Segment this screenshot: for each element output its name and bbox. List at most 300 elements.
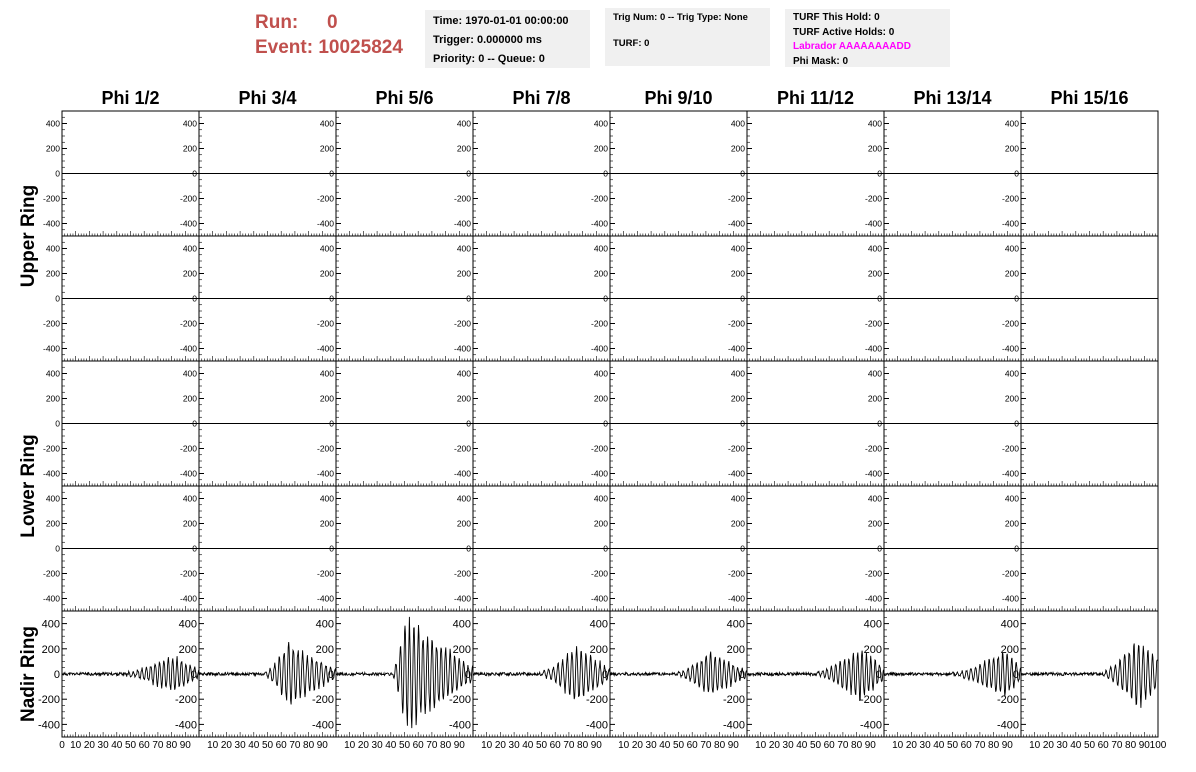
nadir-waveform bbox=[610, 652, 747, 693]
x-tick-label: 60 bbox=[1097, 740, 1109, 751]
y-tick-label: -400 bbox=[590, 593, 608, 604]
trigger-line: Trigger: 0.000000 ms bbox=[433, 34, 542, 46]
x-tick-label: 100 bbox=[1149, 740, 1167, 751]
y-tick-label: 400 bbox=[456, 243, 471, 254]
ring-label: Nadir Ring bbox=[18, 625, 39, 723]
y-tick-label: -200 bbox=[42, 318, 60, 329]
y-tick-label: 200 bbox=[1004, 518, 1019, 529]
y-tick-label: -200 bbox=[316, 443, 334, 454]
x-tick-label: 90 bbox=[179, 740, 191, 751]
y-tick-label: 0 bbox=[464, 669, 471, 681]
y-tick-label: -200 bbox=[590, 318, 608, 329]
y-tick-label: 0 bbox=[466, 168, 471, 179]
y-tick-label: -400 bbox=[42, 468, 60, 479]
x-tick-label: 40 bbox=[1070, 740, 1082, 751]
y-tick-label: 200 bbox=[178, 643, 197, 656]
y-tick-label: 400 bbox=[319, 493, 334, 504]
y-tick-label: 200 bbox=[182, 268, 197, 279]
y-tick-label: -200 bbox=[1001, 443, 1019, 454]
y-tick-label: -400 bbox=[996, 719, 1019, 732]
y-tick-label: 400 bbox=[319, 368, 334, 379]
y-tick-label: 400 bbox=[182, 243, 197, 254]
y-tick-label: 200 bbox=[319, 518, 334, 529]
y-tick-label: 0 bbox=[1012, 669, 1019, 681]
y-tick-label: 400 bbox=[730, 243, 745, 254]
x-tick-label: 10 bbox=[892, 740, 904, 751]
x-tick-label: 50 bbox=[261, 740, 274, 751]
ring-label: Upper Ring bbox=[18, 184, 39, 288]
turf-line: TURF: 0 bbox=[613, 38, 650, 49]
y-tick-label: 200 bbox=[1000, 643, 1019, 656]
y-tick-label: 0 bbox=[1014, 418, 1019, 429]
y-tick-label: 0 bbox=[55, 418, 60, 429]
x-tick-label: 50 bbox=[946, 740, 959, 751]
y-tick-label: -400 bbox=[316, 218, 334, 229]
x-tick-label: 60 bbox=[960, 740, 972, 751]
y-tick-label: 200 bbox=[319, 393, 334, 404]
column-header: Phi 5/6 bbox=[375, 88, 434, 108]
y-tick-label: -200 bbox=[864, 443, 882, 454]
y-tick-label: 200 bbox=[730, 518, 745, 529]
x-tick-label: 20 bbox=[220, 740, 232, 751]
x-tick-label: 40 bbox=[796, 740, 808, 751]
x-tick-label: 10 bbox=[755, 740, 767, 751]
y-tick-label: 0 bbox=[877, 168, 882, 179]
y-tick-label: 200 bbox=[730, 268, 745, 279]
nadir-waveform bbox=[1021, 644, 1158, 708]
y-tick-label: 0 bbox=[738, 669, 745, 681]
priority-line: Priority: 0 -- Queue: 0 bbox=[433, 53, 545, 65]
x-tick-label: 60 bbox=[549, 740, 561, 751]
y-tick-label: -200 bbox=[42, 443, 60, 454]
y-tick-label: 200 bbox=[456, 393, 471, 404]
y-tick-label: -400 bbox=[590, 468, 608, 479]
y-tick-label: -400 bbox=[590, 218, 608, 229]
y-tick-label: -200 bbox=[859, 694, 882, 707]
y-tick-label: 200 bbox=[1004, 268, 1019, 279]
y-tick-label: 200 bbox=[1004, 393, 1019, 404]
y-tick-label: -200 bbox=[42, 193, 60, 204]
x-tick-label: 70 bbox=[974, 740, 986, 751]
y-tick-label: 200 bbox=[182, 393, 197, 404]
y-tick-label: 0 bbox=[740, 293, 745, 304]
y-tick-label: 400 bbox=[867, 118, 882, 129]
y-tick-label: -400 bbox=[311, 719, 334, 732]
y-tick-label: -200 bbox=[590, 568, 608, 579]
y-tick-label: 200 bbox=[1004, 143, 1019, 154]
y-tick-label: -400 bbox=[727, 343, 745, 354]
y-tick-label: 200 bbox=[41, 643, 60, 656]
y-tick-label: -400 bbox=[727, 593, 745, 604]
y-tick-label: -200 bbox=[996, 694, 1019, 707]
x-tick-label: 80 bbox=[714, 740, 726, 751]
x-tick-label: 50 bbox=[535, 740, 548, 751]
y-tick-label: -200 bbox=[316, 568, 334, 579]
y-tick-label: 400 bbox=[593, 493, 608, 504]
y-tick-label: 200 bbox=[452, 643, 471, 656]
x-tick-label: 40 bbox=[933, 740, 945, 751]
x-tick-label: 90 bbox=[1138, 740, 1150, 751]
x-tick-label: 50 bbox=[124, 740, 137, 751]
y-tick-label: -200 bbox=[311, 694, 334, 707]
y-tick-label: 0 bbox=[190, 669, 197, 681]
y-tick-label: -400 bbox=[864, 593, 882, 604]
y-tick-label: -200 bbox=[585, 694, 608, 707]
y-tick-label: -400 bbox=[864, 343, 882, 354]
x-tick-label: 70 bbox=[1111, 740, 1123, 751]
y-tick-label: -400 bbox=[1001, 593, 1019, 604]
y-tick-label: -200 bbox=[864, 318, 882, 329]
y-tick-label: -200 bbox=[590, 443, 608, 454]
y-tick-label: 200 bbox=[45, 518, 60, 529]
x-tick-label: 90 bbox=[727, 740, 739, 751]
y-tick-label: 0 bbox=[329, 293, 334, 304]
y-tick-label: 200 bbox=[45, 268, 60, 279]
x-tick-label: 40 bbox=[385, 740, 397, 751]
y-tick-label: 0 bbox=[877, 418, 882, 429]
x-tick-label: 60 bbox=[412, 740, 424, 751]
x-tick-label: 40 bbox=[522, 740, 534, 751]
y-tick-label: -200 bbox=[727, 568, 745, 579]
y-tick-label: 200 bbox=[319, 143, 334, 154]
x-tick-label: 80 bbox=[303, 740, 315, 751]
y-tick-label: 400 bbox=[593, 368, 608, 379]
y-tick-label: 200 bbox=[593, 393, 608, 404]
y-tick-label: -200 bbox=[179, 318, 197, 329]
x-tick-label: 10 bbox=[481, 740, 493, 751]
y-tick-label: -200 bbox=[727, 443, 745, 454]
x-tick-label: 40 bbox=[248, 740, 260, 751]
x-tick-label: 30 bbox=[1056, 740, 1068, 751]
y-tick-label: 400 bbox=[41, 618, 60, 631]
x-tick-label: 70 bbox=[152, 740, 164, 751]
y-tick-label: 0 bbox=[329, 168, 334, 179]
y-tick-label: -400 bbox=[453, 468, 471, 479]
event-value: 10025824 bbox=[318, 37, 403, 58]
y-tick-label: 200 bbox=[867, 518, 882, 529]
y-tick-label: 400 bbox=[45, 118, 60, 129]
y-tick-label: 200 bbox=[730, 143, 745, 154]
y-tick-label: 0 bbox=[53, 669, 60, 681]
x-tick-label: 80 bbox=[440, 740, 452, 751]
y-tick-label: 400 bbox=[867, 493, 882, 504]
x-tick-label: 80 bbox=[988, 740, 1000, 751]
y-tick-label: 200 bbox=[45, 393, 60, 404]
y-tick-label: 0 bbox=[875, 669, 882, 681]
run-value: 0 bbox=[327, 12, 338, 33]
x-tick-label: 80 bbox=[577, 740, 589, 751]
y-tick-label: 400 bbox=[726, 618, 745, 631]
y-tick-label: 400 bbox=[319, 243, 334, 254]
event-label: Event: bbox=[255, 37, 314, 58]
y-tick-label: 0 bbox=[603, 418, 608, 429]
trig-line: Trig Num: 0 -- Trig Type: None bbox=[613, 12, 748, 23]
y-tick-label: -200 bbox=[179, 193, 197, 204]
y-tick-label: 400 bbox=[1004, 493, 1019, 504]
y-tick-label: 400 bbox=[182, 493, 197, 504]
y-tick-label: -400 bbox=[179, 593, 197, 604]
y-tick-label: 0 bbox=[466, 543, 471, 554]
x-tick-label: 30 bbox=[919, 740, 931, 751]
y-tick-label: 0 bbox=[740, 543, 745, 554]
x-tick-label: 20 bbox=[905, 740, 917, 751]
y-tick-label: 400 bbox=[730, 493, 745, 504]
y-tick-label: 200 bbox=[867, 143, 882, 154]
y-tick-label: 200 bbox=[456, 143, 471, 154]
y-tick-label: -400 bbox=[727, 468, 745, 479]
y-tick-label: 200 bbox=[319, 268, 334, 279]
y-tick-label: -400 bbox=[316, 343, 334, 354]
x-tick-label: 50 bbox=[1083, 740, 1096, 751]
y-tick-label: -200 bbox=[727, 193, 745, 204]
y-tick-label: -400 bbox=[42, 593, 60, 604]
y-tick-label: -200 bbox=[864, 193, 882, 204]
x-tick-label: 60 bbox=[823, 740, 835, 751]
nadir-waveform bbox=[62, 656, 199, 690]
y-tick-label: 200 bbox=[456, 268, 471, 279]
x-tick-label: 20 bbox=[1042, 740, 1054, 751]
y-tick-label: -400 bbox=[453, 343, 471, 354]
y-tick-label: 200 bbox=[726, 643, 745, 656]
y-tick-label: -200 bbox=[1001, 568, 1019, 579]
y-tick-label: -400 bbox=[42, 343, 60, 354]
x-tick-label: 30 bbox=[371, 740, 383, 751]
y-tick-label: 400 bbox=[867, 368, 882, 379]
column-header: Phi 7/8 bbox=[512, 88, 571, 108]
y-tick-label: 200 bbox=[45, 143, 60, 154]
y-tick-label: 400 bbox=[867, 243, 882, 254]
y-tick-label: -400 bbox=[864, 468, 882, 479]
ring-label: Lower Ring bbox=[18, 434, 39, 538]
y-tick-label: -400 bbox=[37, 719, 60, 732]
x-tick-label: 70 bbox=[426, 740, 438, 751]
y-tick-label: -200 bbox=[316, 318, 334, 329]
x-tick-label: 60 bbox=[686, 740, 698, 751]
y-tick-label: -200 bbox=[864, 568, 882, 579]
nadir-waveform bbox=[884, 653, 1021, 697]
x-tick-label: 90 bbox=[590, 740, 602, 751]
x-tick-label: 30 bbox=[645, 740, 657, 751]
x-tick-label: 70 bbox=[837, 740, 849, 751]
y-tick-label: 0 bbox=[601, 669, 608, 681]
y-tick-label: 400 bbox=[1004, 243, 1019, 254]
x-tick-label: 70 bbox=[563, 740, 575, 751]
x-tick-label: 90 bbox=[453, 740, 465, 751]
y-tick-label: -200 bbox=[316, 193, 334, 204]
y-tick-label: 200 bbox=[593, 268, 608, 279]
x-tick-label: 20 bbox=[83, 740, 95, 751]
y-tick-label: 0 bbox=[55, 293, 60, 304]
y-tick-label: -200 bbox=[453, 318, 471, 329]
y-tick-label: 400 bbox=[456, 493, 471, 504]
y-tick-label: -200 bbox=[179, 443, 197, 454]
y-tick-label: -200 bbox=[179, 568, 197, 579]
nadir-waveform bbox=[336, 617, 473, 728]
y-tick-label: 0 bbox=[192, 418, 197, 429]
y-tick-label: -400 bbox=[179, 468, 197, 479]
y-tick-label: 0 bbox=[55, 168, 60, 179]
x-tick-label: 10 bbox=[70, 740, 82, 751]
x-tick-label: 90 bbox=[1001, 740, 1013, 751]
y-tick-label: 400 bbox=[730, 118, 745, 129]
y-tick-label: 400 bbox=[593, 118, 608, 129]
x-tick-label: 50 bbox=[672, 740, 685, 751]
x-tick-label: 10 bbox=[344, 740, 356, 751]
x-tick-label: 30 bbox=[508, 740, 520, 751]
y-tick-label: 200 bbox=[315, 643, 334, 656]
y-tick-label: 400 bbox=[182, 368, 197, 379]
y-tick-label: -400 bbox=[1001, 343, 1019, 354]
y-tick-label: -400 bbox=[859, 719, 882, 732]
x-tick-label: 20 bbox=[357, 740, 369, 751]
y-tick-label: 400 bbox=[182, 118, 197, 129]
x-tick-label: 30 bbox=[97, 740, 109, 751]
x-tick-label: 10 bbox=[1029, 740, 1041, 751]
y-tick-label: 0 bbox=[466, 293, 471, 304]
y-tick-label: 0 bbox=[603, 168, 608, 179]
y-tick-label: -400 bbox=[316, 593, 334, 604]
y-tick-label: -200 bbox=[174, 694, 197, 707]
y-tick-label: 400 bbox=[1004, 368, 1019, 379]
x-tick-label: 80 bbox=[166, 740, 178, 751]
y-tick-label: -400 bbox=[1001, 468, 1019, 479]
y-tick-label: -400 bbox=[174, 719, 197, 732]
y-tick-label: -400 bbox=[453, 593, 471, 604]
y-tick-label: 0 bbox=[466, 418, 471, 429]
y-tick-label: -400 bbox=[448, 719, 471, 732]
y-tick-label: 0 bbox=[877, 293, 882, 304]
y-tick-label: 0 bbox=[1014, 543, 1019, 554]
y-tick-label: 0 bbox=[192, 293, 197, 304]
x-tick-label: 40 bbox=[111, 740, 123, 751]
column-header: Phi 15/16 bbox=[1050, 88, 1129, 108]
y-tick-label: -400 bbox=[179, 343, 197, 354]
y-tick-label: -400 bbox=[453, 218, 471, 229]
y-tick-label: 400 bbox=[178, 618, 197, 631]
x-tick-label: 80 bbox=[851, 740, 863, 751]
y-tick-label: 0 bbox=[1014, 293, 1019, 304]
y-tick-label: -200 bbox=[37, 694, 60, 707]
column-header: Phi 3/4 bbox=[238, 88, 297, 108]
y-tick-label: 0 bbox=[603, 543, 608, 554]
y-tick-label: 400 bbox=[589, 618, 608, 631]
y-tick-label: -200 bbox=[453, 568, 471, 579]
y-tick-label: -400 bbox=[585, 719, 608, 732]
y-tick-label: 400 bbox=[45, 368, 60, 379]
y-tick-label: 200 bbox=[182, 143, 197, 154]
y-tick-label: -400 bbox=[864, 218, 882, 229]
x-tick-label: 90 bbox=[864, 740, 876, 751]
x-tick-label: 30 bbox=[782, 740, 794, 751]
y-tick-label: -400 bbox=[722, 719, 745, 732]
y-tick-label: 200 bbox=[593, 143, 608, 154]
x-tick-label: 60 bbox=[275, 740, 287, 751]
phi-mask-line: Phi Mask: 0 bbox=[793, 55, 849, 67]
y-tick-label: 200 bbox=[593, 518, 608, 529]
x-tick-label: 20 bbox=[768, 740, 780, 751]
y-tick-label: 200 bbox=[863, 643, 882, 656]
x-tick-label: 10 bbox=[618, 740, 630, 751]
y-tick-label: 200 bbox=[456, 518, 471, 529]
y-tick-label: 200 bbox=[730, 393, 745, 404]
y-tick-label: -200 bbox=[453, 193, 471, 204]
y-tick-label: 0 bbox=[740, 168, 745, 179]
time-line: Time: 1970-01-01 00:00:00 bbox=[433, 15, 569, 27]
x-tick-label: 80 bbox=[1125, 740, 1137, 751]
y-tick-label: 0 bbox=[740, 418, 745, 429]
y-tick-label: 0 bbox=[329, 418, 334, 429]
column-header: Phi 1/2 bbox=[101, 88, 160, 108]
x-tick-label: 40 bbox=[659, 740, 671, 751]
y-tick-label: 0 bbox=[192, 543, 197, 554]
x-tick-label: 90 bbox=[316, 740, 328, 751]
y-tick-label: 0 bbox=[327, 669, 334, 681]
y-tick-label: 400 bbox=[1004, 118, 1019, 129]
column-header: Phi 13/14 bbox=[913, 88, 992, 108]
x-tick-label: 20 bbox=[494, 740, 506, 751]
y-tick-label: 0 bbox=[603, 293, 608, 304]
y-tick-label: -200 bbox=[42, 568, 60, 579]
y-tick-label: -200 bbox=[1001, 318, 1019, 329]
y-tick-label: -400 bbox=[316, 468, 334, 479]
run-label: Run: bbox=[255, 12, 299, 33]
y-tick-label: 400 bbox=[315, 618, 334, 631]
y-tick-label: -200 bbox=[448, 694, 471, 707]
y-tick-label: -200 bbox=[1001, 193, 1019, 204]
y-tick-label: 400 bbox=[456, 368, 471, 379]
y-tick-label: 400 bbox=[1000, 618, 1019, 631]
column-header: Phi 9/10 bbox=[644, 88, 713, 108]
x-tick-label: 30 bbox=[234, 740, 246, 751]
y-tick-label: 400 bbox=[45, 493, 60, 504]
x-tick-label: 10 bbox=[207, 740, 219, 751]
labrador-line: Labrador AAAAAAAADD bbox=[793, 41, 911, 52]
y-tick-label: 400 bbox=[456, 118, 471, 129]
y-tick-label: -400 bbox=[590, 343, 608, 354]
y-tick-label: 200 bbox=[867, 393, 882, 404]
turf-active-line: TURF Active Holds: 0 bbox=[793, 26, 895, 38]
y-tick-label: 0 bbox=[55, 543, 60, 554]
x-tick-label: 20 bbox=[631, 740, 643, 751]
y-tick-label: 0 bbox=[192, 168, 197, 179]
y-tick-label: 200 bbox=[867, 268, 882, 279]
x-tick-label: 70 bbox=[700, 740, 712, 751]
y-tick-label: 400 bbox=[730, 368, 745, 379]
column-header: Phi 11/12 bbox=[776, 88, 855, 108]
x-tick-label: 50 bbox=[398, 740, 411, 751]
y-tick-label: 200 bbox=[182, 518, 197, 529]
x-tick-label: 70 bbox=[289, 740, 301, 751]
y-tick-label: 400 bbox=[593, 243, 608, 254]
y-tick-label: -400 bbox=[727, 218, 745, 229]
y-tick-label: 200 bbox=[589, 643, 608, 656]
y-tick-label: 400 bbox=[863, 618, 882, 631]
y-tick-label: -200 bbox=[722, 694, 745, 707]
x-tick-label: 50 bbox=[809, 740, 822, 751]
y-tick-label: 400 bbox=[452, 618, 471, 631]
y-tick-label: -400 bbox=[179, 218, 197, 229]
y-tick-label: 0 bbox=[329, 543, 334, 554]
y-tick-label: -200 bbox=[453, 443, 471, 454]
x-tick-label: 60 bbox=[138, 740, 150, 751]
turf-hold-line: TURF This Hold: 0 bbox=[793, 12, 880, 23]
y-tick-label: 400 bbox=[45, 243, 60, 254]
x-tick-label: 0 bbox=[59, 740, 65, 751]
y-tick-label: 400 bbox=[319, 118, 334, 129]
y-tick-label: -400 bbox=[1001, 218, 1019, 229]
y-tick-label: -400 bbox=[42, 218, 60, 229]
y-tick-label: -200 bbox=[590, 193, 608, 204]
